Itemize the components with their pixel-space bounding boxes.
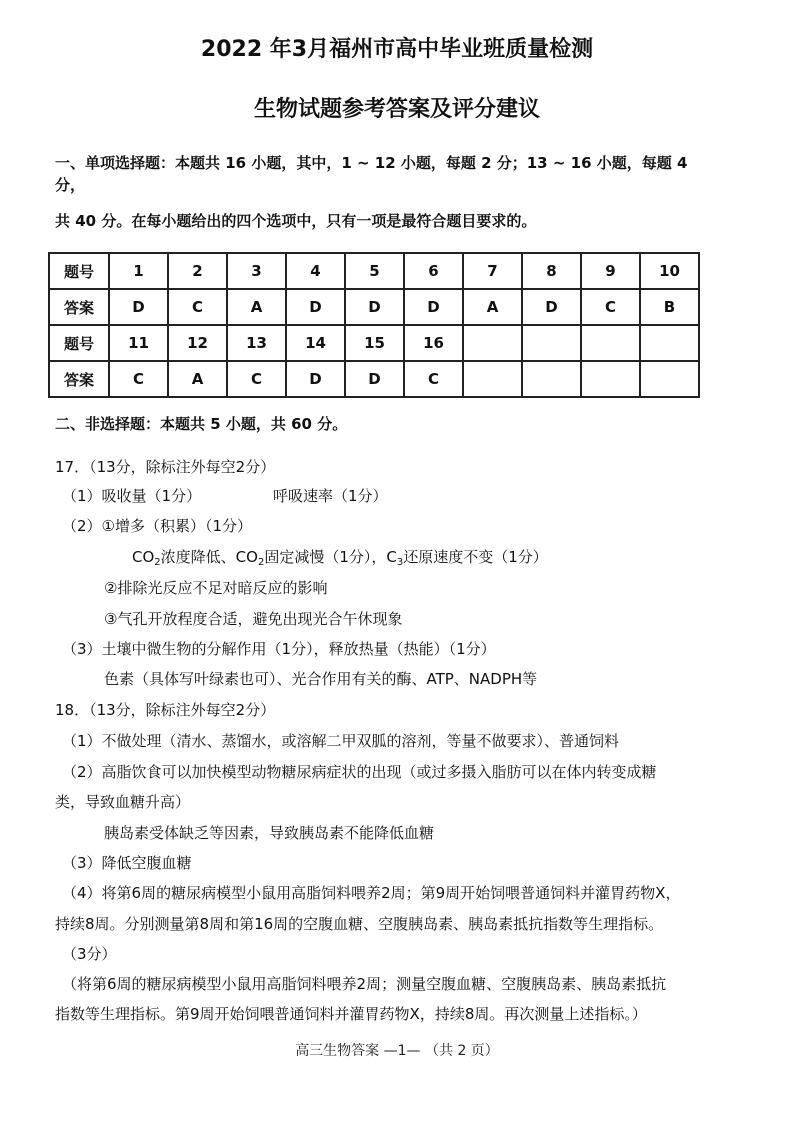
row-header: 答案 <box>49 289 109 325</box>
table-cell: C <box>581 289 640 325</box>
answer-table <box>48 252 700 398</box>
table-cell: C <box>404 361 463 397</box>
table-cell <box>640 361 699 397</box>
table-cell <box>463 361 522 397</box>
table-cell: D <box>286 361 345 397</box>
table-cell: B <box>640 289 699 325</box>
row-header: 题号 <box>49 253 109 289</box>
q17-part2-answer-2: ②排除光反应不足对暗反应的影响 <box>104 579 328 597</box>
table-cell: 14 <box>286 325 345 361</box>
table-cell: D <box>404 289 463 325</box>
table-cell: 16 <box>404 325 463 361</box>
q17-part2-answer-1-detail: $CO_2$浓度降低、$CO_2$固定减慢（1分），$C_3$还原速度不变（1分） <box>132 548 548 568</box>
table-cell: A <box>168 361 227 397</box>
q18-part3-answer: （3）降低空腹血糖 <box>62 854 192 872</box>
table-cell: A <box>463 289 522 325</box>
table-cell <box>522 325 581 361</box>
q17-part2-answer-1: （2）①增多（积累）（1分） <box>62 517 253 535</box>
q18-part4-answer-line2: 持续8周。分别测量第8周和第16周的空腹血糖、空腹胰岛素、胰岛素抵抗指数等生理指标。 <box>55 915 664 933</box>
row-header: 答案 <box>49 361 109 397</box>
table-cell: D <box>109 289 168 325</box>
table-cell: C <box>168 289 227 325</box>
table-cell: 3 <box>227 253 286 289</box>
table-row <box>49 361 699 397</box>
q18-part4-score: （3分） <box>62 945 117 963</box>
table-cell <box>581 361 640 397</box>
table-cell: D <box>345 289 404 325</box>
q17-heading: 17．（13分，除标注外每空2分） <box>55 458 276 476</box>
q18-part2-answer-line1: （2）高脂饮食可以加快模型动物糖尿病症状的出现（或过多摄入脂肪可以在体内转变成糖 <box>62 763 657 781</box>
table-cell <box>581 325 640 361</box>
q17-part3-answer-b: 色素（具体写叶绿素也可）、光合作用有关的酶、ATP、NADPH等 <box>104 670 538 688</box>
q17-part1-answer-b: 呼吸速率（1分） <box>273 487 388 505</box>
table-cell: 15 <box>345 325 404 361</box>
page-footer: 高三生物答案 —1— （共 2 页） <box>295 1043 499 1059</box>
table-cell: 2 <box>168 253 227 289</box>
section1-instructions-line2: 分， <box>55 176 86 194</box>
q17-part3-answer-a: （3）土壤中微生物的分解作用（1分），释放热量（热能）（1分） <box>62 640 496 658</box>
table-cell: 6 <box>404 253 463 289</box>
q18-part2-answer-b: 胰岛素受体缺乏等因素，导致胰岛素不能降低血糖 <box>104 824 435 842</box>
table-cell: D <box>345 361 404 397</box>
q17-part1-answer-a: （1）吸收量（1分） <box>62 487 202 505</box>
section2-heading: 二、非选择题：本题共 5 小题，共 60 分。 <box>55 415 348 433</box>
table-cell: C <box>227 361 286 397</box>
table-row <box>49 253 699 289</box>
q18-part1-answer: （1）不做处理（清水、蒸馏水，或溶解二甲双胍的溶剂，等量不做要求）、普通饲料 <box>62 732 620 750</box>
table-cell <box>640 325 699 361</box>
table-cell: 13 <box>227 325 286 361</box>
row-header: 题号 <box>49 325 109 361</box>
table-row <box>49 289 699 325</box>
q18-heading: 18．（13分，除标注外每空2分） <box>55 701 276 719</box>
table-cell: A <box>227 289 286 325</box>
table-cell: 5 <box>345 253 404 289</box>
table-cell: 11 <box>109 325 168 361</box>
page-subtitle: 生物试题参考答案及评分建议 <box>253 97 540 122</box>
table-cell: 10 <box>640 253 699 289</box>
table-cell <box>463 325 522 361</box>
table-cell <box>522 361 581 397</box>
table-cell: 8 <box>522 253 581 289</box>
table-cell: 12 <box>168 325 227 361</box>
table-row <box>49 325 699 361</box>
table-cell: D <box>522 289 581 325</box>
section1-instructions-line1: 一、单项选择题：本题共 16 小题，其中，1 ~ 12 小题，每题 2 分；13 ~ 16 小题，每题 4 <box>55 154 688 172</box>
table-cell: 9 <box>581 253 640 289</box>
q17-part2-answer-3: ③气孔开放程度合适，避免出现光合午休现象 <box>104 610 403 628</box>
table-cell: C <box>109 361 168 397</box>
q18-part4-answer-line1: （4）将第6周的糖尿病模型小鼠用高脂饲料喂养2周；第9周开始饲喂普通饲料并灌胃药物X， <box>62 884 681 902</box>
table-cell: 1 <box>109 253 168 289</box>
table-cell: D <box>286 289 345 325</box>
page-title: 2022 年3月福州市高中毕业班质量检测 <box>200 37 594 62</box>
table-cell: 7 <box>463 253 522 289</box>
q18-part4-alt-line2: 指数等生理指标。第9周开始饲喂普通饲料并灌胃药物X，持续8周。再次测量上述指标。） <box>55 1005 647 1023</box>
q18-part4-alt-line1: （将第6周的糖尿病模型小鼠用高脂饲料喂养2周；测量空腹血糖、空腹胰岛素、胰岛素抵抗 <box>62 975 667 993</box>
q18-part2-answer-line2: 类，导致血糖升高） <box>55 793 191 811</box>
table-cell: 4 <box>286 253 345 289</box>
section1-instructions-line3: 共 40 分。在每小题给出的四个选项中，只有一项是最符合题目要求的。 <box>55 212 537 230</box>
